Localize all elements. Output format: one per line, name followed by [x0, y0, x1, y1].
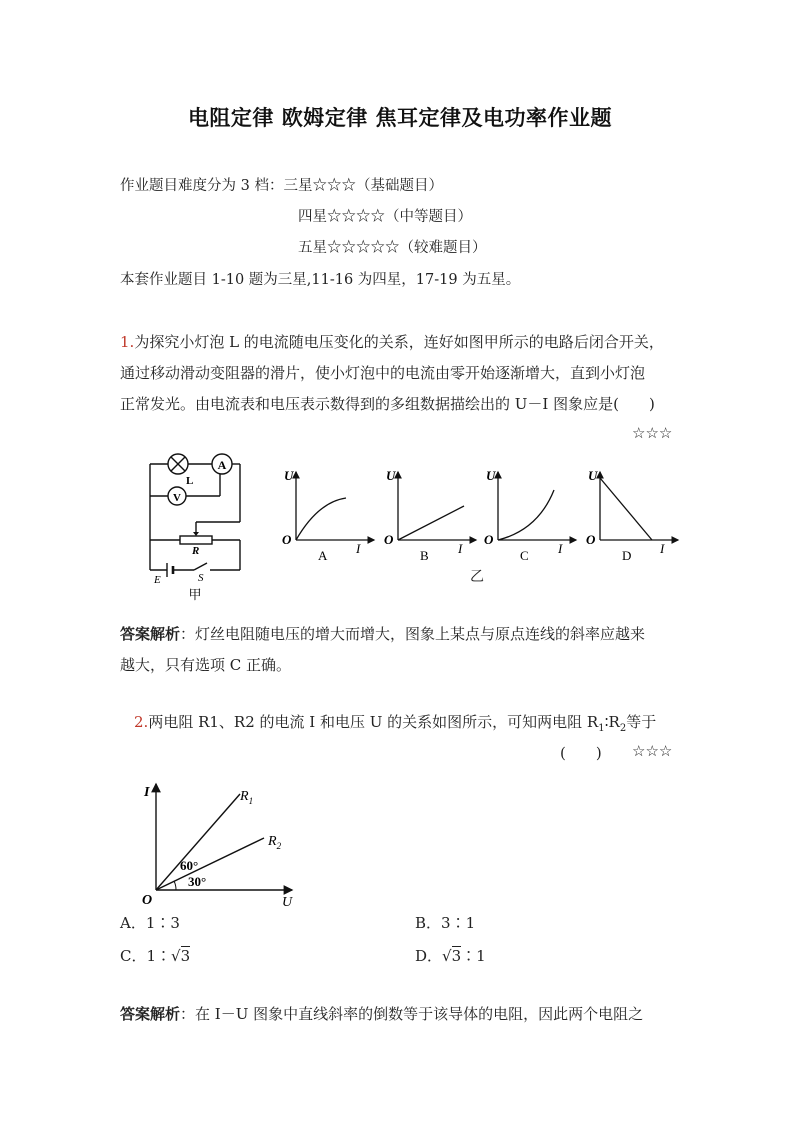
graph-curve-c [498, 490, 554, 540]
i-axis-label: I [144, 785, 150, 800]
graph-u-label: U [486, 468, 496, 483]
emf-label: E [154, 574, 161, 586]
graphs-caption: 乙 [470, 569, 484, 585]
graph-option-d: D [622, 548, 632, 563]
q1-answer-line-2: 越大，只有选项 C 正确。 [120, 656, 292, 674]
graph-curve-a [296, 498, 346, 540]
battery-icon [167, 563, 173, 577]
angle-60-label: 60° [180, 858, 199, 873]
q2-option-a: A．1∶3 [120, 914, 180, 932]
graph-i-label: I [558, 541, 563, 556]
q2-paren: ( ) [560, 744, 602, 762]
q2-number: 2. [134, 713, 149, 731]
q1-stars: ☆☆☆ [632, 424, 673, 442]
q1-answer-line-1: 答案解析：灯丝电阻随电压的增大而增大，图象上某点与原点连线的斜率应越来 [120, 625, 646, 643]
q1-line-3: 正常发光。由电流表和电压表示数得到的多组数据描绘出的 U－I 图象应是( ) [120, 395, 655, 413]
difficulty-line-2: 四星☆☆☆☆（中等题目） [298, 209, 472, 225]
q2-answer-label: 答案解析 [120, 1005, 181, 1023]
q1-line-2: 通过移动滑动变阻器的滑片，使小灯泡中的电流由零开始逐渐增大，直到小灯泡 [120, 364, 646, 382]
graph-i-label: I [356, 541, 361, 556]
graph-origin-label: O [586, 532, 596, 547]
graph-i-label: I [458, 541, 463, 556]
q1-number: 1. [120, 333, 135, 351]
difficulty-line-1: 作业题目难度分为 3 档：三星☆☆☆（基础题目） [120, 178, 443, 194]
graph-u-label: U [386, 468, 396, 483]
q2-stars: ☆☆☆ [632, 742, 673, 760]
angle-30-label: 30° [188, 874, 207, 889]
graph-origin-label: O [484, 532, 494, 547]
ammeter-label: A [217, 458, 227, 472]
q2-answer-line-1: 答案解析：在 I－U 图象中直线斜率的倒数等于该导体的电阻，因此两个电阻之 [120, 1005, 644, 1023]
q2-option-c: C．1∶√3 [120, 947, 191, 965]
q1-circuit-diagram [140, 446, 250, 606]
u-axis-label: U [282, 895, 293, 910]
graph-option-c: C [520, 548, 529, 563]
lamp-icon [168, 454, 188, 474]
r2-label: $R_2$ [268, 834, 282, 851]
sqrt-icon: √ [442, 947, 452, 965]
page-title: 电阻定律 欧姆定律 焦耳定律及电功率作业题 [187, 106, 613, 130]
q1-answer-label: 答案解析 [120, 625, 181, 643]
q2-option-d: D．√3∶1 [415, 947, 486, 965]
graph-origin-label: O [384, 532, 394, 547]
voltmeter-label: V [173, 492, 181, 504]
graph-i-label: I [660, 541, 665, 556]
lamp-label: L [186, 475, 194, 487]
difficulty-summary: 本套作业题目 1-10 题为三星,11-16 为四星，17-19 为五星。 [120, 272, 521, 288]
q2-iu-graph [140, 778, 310, 910]
switch-label: S [198, 572, 204, 584]
graph-curve-d [600, 478, 652, 540]
circuit-caption: 甲 [188, 587, 202, 602]
q1-line-1: 1.为探究小灯泡 L 的电流随电压变化的关系，连好如图甲所示的电路后闭合开关， [120, 333, 664, 351]
graph-option-b: B [420, 548, 429, 563]
graph-u-label: U [284, 468, 294, 483]
graph-origin-label: O [282, 532, 292, 547]
graph-u-label: U [588, 468, 598, 483]
q2-option-b: B．3∶1 [415, 914, 476, 932]
r2-line [156, 838, 264, 890]
q2-line-1: 2.两电阻 R1、R2 的电流 I 和电压 U 的关系如图所示，可知两电阻 $R_1∶R_2$等于 [134, 713, 657, 734]
q1-ui-graphs [270, 462, 690, 582]
resistor-label: R [192, 545, 200, 557]
graph-option-a: A [318, 548, 328, 563]
r1-label: $R_1$ [240, 789, 254, 806]
graph-curve-b [398, 506, 464, 540]
origin-label: O [142, 893, 153, 908]
difficulty-line-3: 五星☆☆☆☆☆（较难题目） [298, 240, 487, 256]
sqrt-icon: √ [171, 947, 181, 965]
